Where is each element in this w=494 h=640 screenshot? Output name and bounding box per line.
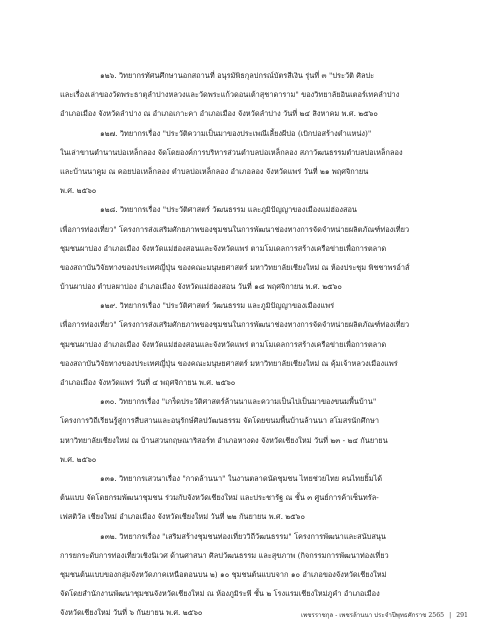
entry-line: ของสถาบันวิจัยทางของประเทศญี่ปุ่น ของคณะมนุษยศาสตร์ มหาวิทยาลัยเชียงใหม่ ณ คุ้มเจ้าหลวงเมืองแพร่ [60,358,398,368]
list-item [60,527,438,623]
list-item [60,392,438,469]
list-item [60,469,438,527]
entry-line: ๑๒๙. วิทยากรเรื่อง "ประวัติศาสตร์ วัฒนธรรม และภูมิปัญญาของเมืองแพร่ [100,301,335,311]
entry-line: โครงการวิถีเรียนรู้สู่การสืบสานและอนุรักษ์ศิลปวัฒนธรรม จัดโดยขนมพื้นบ้านล้านนา สโมสรนักศึกษา [60,416,379,426]
entry-line: ในเล่าขานตำนานบ่อเหล็กลอง จัดโดยองค์การบริหารส่วนตำบลบ่อเหล็กลอง สภาวัฒนธรรมตำบลบ่อเหล็กลอง [60,147,403,157]
entry-line: จัดโดยสำนักงานพัฒนาชุมชนจังหวัดเชียงใหม่ ณ ห้องภูมิระพี ชั้น ๒ โรงแรมเชียงใหม่ภูคำ อำเภอเมือง [60,589,380,599]
entry-line: อำเภอเมือง จังหวัดลำปาง ณ อำเภอเกาะคา อำเภอเมือง จังหวัดลำปาง วันที่ ๒๔ สิงหาคม พ.ศ. ๒๕๖๐ [60,109,378,119]
entry-line: พ.ศ. ๒๕๖๐ [60,454,97,464]
entry-line: มหาวิทยาลัยเชียงใหม่ ณ บ้านสวนกฤษณาริสอร์ท อำเภอหางดง จังหวัดเชียงใหม่ วันที่ ๒๓ - ๒๔ กันยายน [60,435,388,445]
entry-line: เฟสติวัล เชียงใหม่ อำเภอเมือง จังหวัดเชียงใหม่ วันที่ ๒๒ กันยายน พ.ศ. ๒๕๖๐ [60,512,305,522]
list-item [60,124,438,201]
entry-line: ๑๓๑. วิทยากรเสวนาเรื่อง "กาดล้านนา" ในงานตลาดนัดชุมชน ไทยช่วยไทย คนไทยยิ้มได้ [100,473,383,483]
entry-line: ชุมชนต้นแบบของกลุ่มจังหวัดภาคเหนือตอนบน ๒) ๑๐ ชุมชนต้นแบบจาก ๑๐ อำเภอของจังหวัดเชียงใหม่ [60,569,387,579]
entry-line: อำเภอเมือง จังหวัดแพร่ วันที่ ๔ พฤศจิกายน พ.ศ. ๒๕๖๐ [60,378,236,387]
entry-line: ๑๓๐. วิทยากรเรื่อง "เกร็ดประวัติศาสตร์ล้านนาและความเป็นไปเป็นมาของขนมพื้นบ้าน" [100,397,377,407]
entry-line: ต้นแบบ จัดโดยกรมพัฒนาชุมชน ร่วมกับจังหวัดเชียงใหม่ และประชารัฐ ณ ชั้น ๓ ศูนย์การค้าเซ็นทรัล- [60,493,379,503]
footer-separator: | [449,612,452,619]
entry-list [60,66,438,622]
entry-line: บ้านผาบ่อง ตำบลผาบ่อง อำเภอเมือง จังหวัดแม่ฮ่องสอน วันที่ ๑๘ พฤศจิกายน พ.ศ. ๒๕๖๐ [60,282,342,292]
entry-line: พ.ศ. ๒๕๖๐ [60,186,97,196]
entry-line: ๑๒๖. วิทยากรทัศนศึกษานอกสถานที่ อนุรมัพิธกุลปกรณ์บัตรสีเงิน รุ่นที่ ๓ "ประวัติ ศิลปะ [100,71,375,80]
list-item [60,66,438,124]
entry-line: และบ้านนาคูม ณ คอยบ่อเหล็กลอง ตำบลบ่อเหล็กลอง อำเภอลอง จังหวัดแพร่ วันที่ ๒๑ พฤศจิกายน [60,166,369,176]
page-number: 291 [456,612,468,619]
entry-line: เพื่อการท่องเที่ยว" โครงการส่งเสริมศักยภาพของชุมชนในการพัฒนาช่องทางการจัดจำหน่ายผลิตภัณฑ์ท่องเที่ยว [60,320,410,330]
entry-line: ๑๒๗. วิทยากรเรื่อง "ประวัติความเป็นมาของประเพณีเลี้ยงผีบ่อ (เบิกบ่อสร้างตำแหน่ง)" [100,128,372,138]
list-item [60,296,438,392]
entry-line: ๑๓๒. วิทยากรเรื่อง "เสริมสร้างชุมชนท่องเที่ยววิถีวัฒนธรรม" โครงการพัฒนาและสนับสนุน [100,531,386,541]
journal-title: เพชรราชกุล - เพชรล้านนา ประจำปีพุทธศักราช 2565 [301,612,445,619]
entry-line: ชุมชนผาบ่อง อำเภอเมือง จังหวัดแม่ฮ่องสอนและจังหวัดแพร่ ตามโมเดลการสร้างเครือข่ายเพื่อการตลาด [60,339,387,349]
entry-line: ๑๒๘. วิทยากรเรื่อง "ประวัติศาสตร์ วัฒนธรรม และภูมิปัญญาของเมืองแม่ฮ่องสอน [100,205,357,215]
entry-line: ของสถาบันวิจัยทางของประเทศญี่ปุ่น ของคณะมนุษยศาสตร์ มหาวิทยาลัยเชียงใหม่ ณ ห้องประชุม พิชชาพรอ์าส์ [60,262,410,272]
entry-line: เพื่อการท่องเที่ยว" โครงการส่งเสริมศักยภาพของชุมชนในการพัฒนาช่องทางการจัดจำหน่ายผลิตภัณฑ์ท่องเที่ยว [60,224,410,234]
entry-line: ชุมชนผาบ่อง อำเภอเมือง จังหวัดแม่ฮ่องสอนและจังหวัดแพร่ ตามโมเดลการสร้างเครือข่ายเพื่อการตลาด [60,243,387,253]
page-footer [301,610,468,620]
entry-line: จังหวัดเชียงใหม่ วันที่ ๖ กันยายน พ.ศ. ๒๕๖๐ [60,608,203,618]
entry-line: การยกระดับการท่องเที่ยวเชิงนิเวศ ด้านศาสนา ศิลปวัฒนธรรม และสุขภาพ (กิจกรรมการพัฒนาท่องเที่ยว [60,550,389,560]
list-item [60,200,438,296]
entry-line: และเรื่องเล่าของวัดพระธาตุลำปางหลวงและวัดพระแก้วดอนเต้าสุชาดาราม" ของวิทยาลัยอินเตอร์เทคลำปาง [60,90,400,100]
